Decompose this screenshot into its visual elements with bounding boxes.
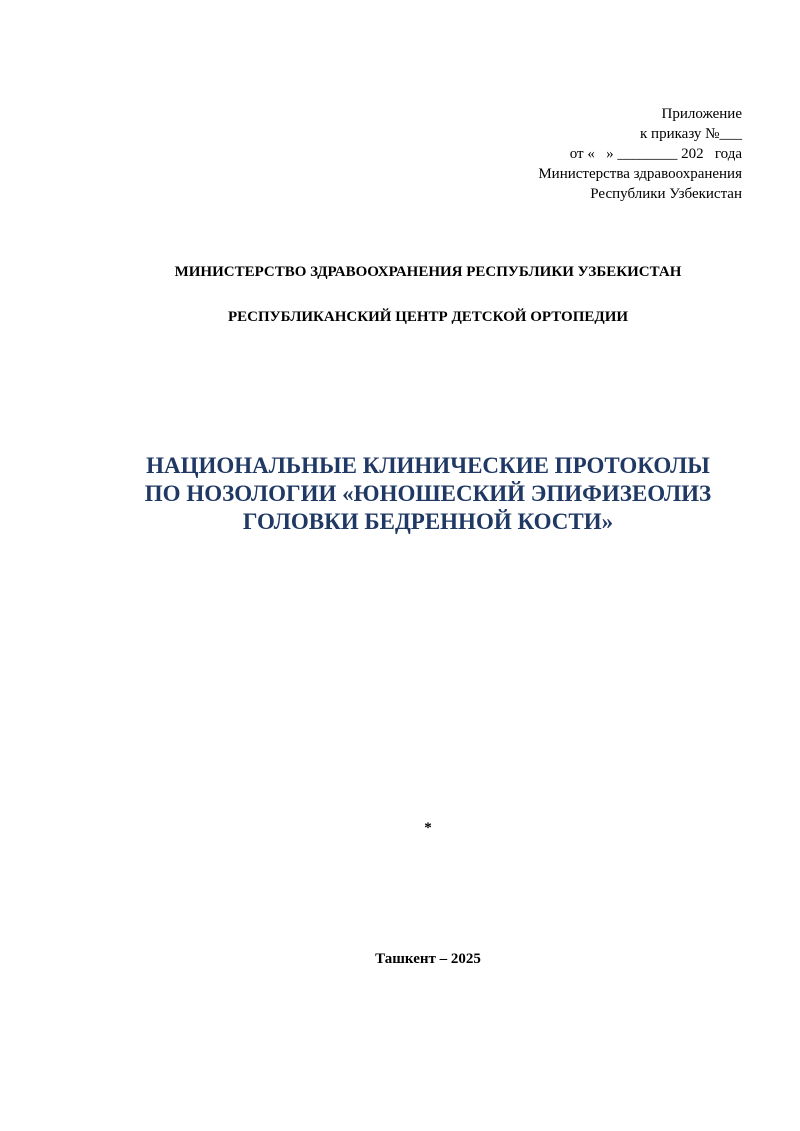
title-line-2: ПО НОЗОЛОГИИ «ЮНОШЕСКИЙ ЭПИФИЗЕОЛИЗ	[144, 481, 712, 506]
appendix-order-number: к приказу №___	[640, 126, 742, 142]
document-title	[0, 452, 800, 536]
asterisk-mark: *	[424, 820, 432, 836]
city-year: Ташкент – 2025	[375, 951, 481, 967]
appendix-block	[538, 104, 742, 204]
appendix-issuer-line-1: Министерства здравоохранения	[538, 166, 742, 182]
title-line-1: НАЦИОНАЛЬНЫЕ КЛИНИЧЕСКИЕ ПРОТОКОЛЫ	[146, 453, 710, 478]
appendix-label: Приложение	[661, 106, 742, 122]
ministry-heading: МИНИСТЕРСТВО ЗДРАВООХРАНЕНИЯ РЕСПУБЛИКИ УЗБЕКИСТАН	[174, 264, 682, 280]
appendix-issuer-line-2: Республики Узбекистан	[590, 186, 742, 202]
title-line-3: ГОЛОВКИ БЕДРЕННОЙ КОСТИ»	[242, 509, 614, 534]
appendix-order-date: от « » ________ 202 года	[569, 146, 742, 162]
center-heading: РЕСПУБЛИКАНСКИЙ ЦЕНТР ДЕТСКОЙ ОРТОПЕДИИ	[227, 309, 629, 325]
